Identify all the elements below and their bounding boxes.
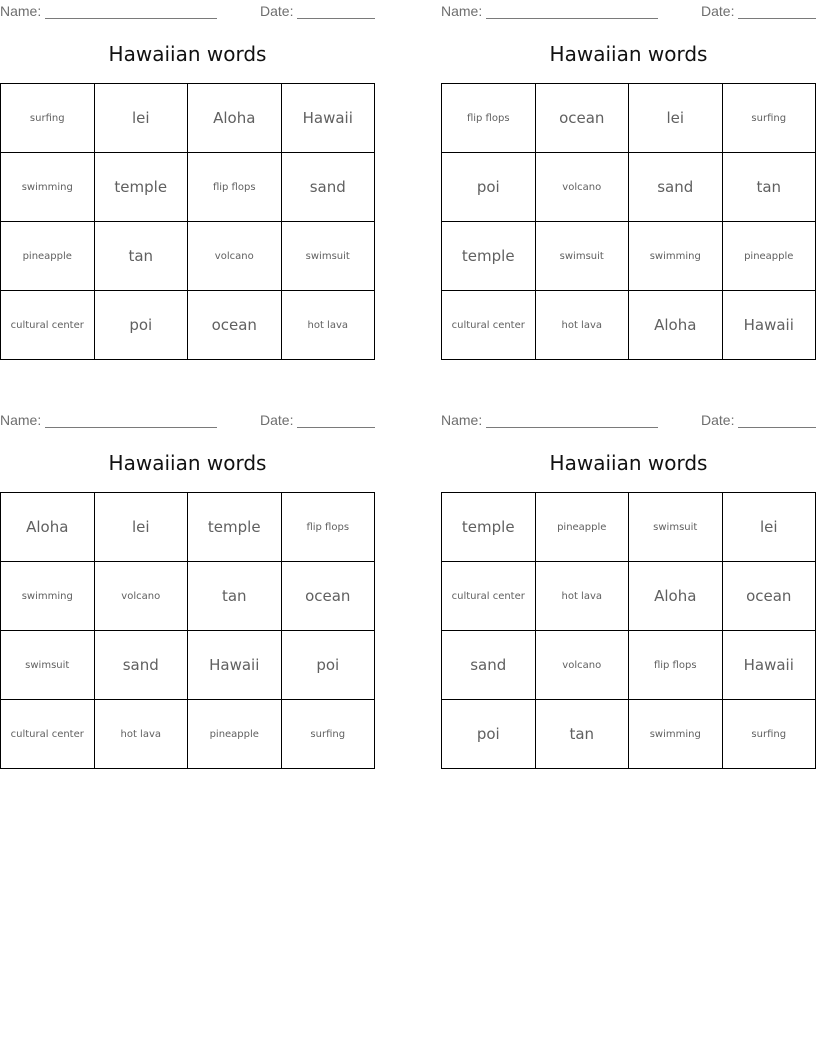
grid-cell: flip flops	[281, 493, 375, 562]
name-date-line	[0, 0, 375, 22]
grid-cell: cultural center	[1, 291, 95, 360]
grid-cell: pineapple	[535, 493, 629, 562]
grid-cell: hot lava	[281, 291, 375, 360]
grid-cell: ocean	[281, 562, 375, 631]
grid-cell: ocean	[188, 291, 282, 360]
grid-row	[1, 153, 375, 222]
date-label: Date:	[701, 3, 735, 19]
grid-cell: lei	[629, 84, 723, 153]
date-label: Date:	[260, 412, 294, 428]
grid-cell: ocean	[535, 84, 629, 153]
card-title: Hawaiian words	[549, 42, 708, 66]
grid-cell: surfing	[722, 700, 816, 769]
grid-cell: swimming	[629, 700, 723, 769]
grid-cell: poi	[94, 291, 188, 360]
grid-row	[442, 222, 816, 291]
grid-cell: pineapple	[1, 222, 95, 291]
grid-row	[1, 84, 375, 153]
date-blank-line	[297, 3, 375, 19]
name-label: Name:	[0, 412, 42, 428]
grid-cell: swimming	[1, 153, 95, 222]
grid-row	[1, 291, 375, 360]
grid-cell: sand	[281, 153, 375, 222]
grid-cell: temple	[442, 222, 536, 291]
grid-cell: hot lava	[94, 700, 188, 769]
grid-cell: poi	[442, 153, 536, 222]
grid-row	[442, 291, 816, 360]
grid-cell: poi	[281, 631, 375, 700]
grid-cell: temple	[442, 493, 536, 562]
bingo-grid	[0, 492, 375, 769]
grid-cell: swimsuit	[281, 222, 375, 291]
grid-cell: swimming	[1, 562, 95, 631]
grid-cell: flip flops	[629, 631, 723, 700]
name-label: Name:	[0, 3, 42, 19]
name-blank-line	[486, 3, 658, 19]
grid-row	[1, 562, 375, 631]
name-date-line	[441, 0, 816, 22]
grid-cell: volcano	[94, 562, 188, 631]
grid-cell: flip flops	[188, 153, 282, 222]
grid-cell: volcano	[535, 153, 629, 222]
grid-cell: tan	[535, 700, 629, 769]
grid-cell: hot lava	[535, 562, 629, 631]
grid-cell: Hawaii	[722, 291, 816, 360]
grid-cell: sand	[442, 631, 536, 700]
grid-row	[442, 631, 816, 700]
bingo-grid	[441, 492, 816, 769]
grid-cell: cultural center	[442, 291, 536, 360]
grid-cell: pineapple	[188, 700, 282, 769]
name-date-line	[0, 409, 375, 431]
date-blank-line	[738, 3, 816, 19]
grid-cell: sand	[629, 153, 723, 222]
name-label: Name:	[441, 3, 483, 19]
grid-cell: volcano	[535, 631, 629, 700]
grid-row	[1, 222, 375, 291]
grid-cell: hot lava	[535, 291, 629, 360]
card-title: Hawaiian words	[108, 42, 267, 66]
grid-row	[1, 493, 375, 562]
grid-row	[442, 700, 816, 769]
grid-cell: cultural center	[442, 562, 536, 631]
grid-cell: swimsuit	[535, 222, 629, 291]
date-blank-line	[297, 412, 375, 428]
grid-row	[442, 562, 816, 631]
grid-cell: temple	[94, 153, 188, 222]
grid-row	[1, 631, 375, 700]
grid-cell: swimming	[629, 222, 723, 291]
grid-row	[1, 700, 375, 769]
grid-cell: Aloha	[1, 493, 95, 562]
grid-cell: swimsuit	[629, 493, 723, 562]
grid-cell: ocean	[722, 562, 816, 631]
grid-cell: surfing	[722, 84, 816, 153]
grid-cell: tan	[722, 153, 816, 222]
grid-row	[442, 84, 816, 153]
grid-row	[442, 153, 816, 222]
grid-cell: Aloha	[629, 562, 723, 631]
grid-cell: surfing	[1, 84, 95, 153]
grid-cell: cultural center	[1, 700, 95, 769]
grid-cell: pineapple	[722, 222, 816, 291]
grid-cell: sand	[94, 631, 188, 700]
bingo-grid	[441, 83, 816, 360]
grid-cell: Aloha	[188, 84, 282, 153]
grid-cell: tan	[94, 222, 188, 291]
grid-cell: temple	[188, 493, 282, 562]
grid-cell: lei	[94, 493, 188, 562]
grid-cell: surfing	[281, 700, 375, 769]
grid-cell: Hawaii	[722, 631, 816, 700]
bingo-grid	[0, 83, 375, 360]
card-title: Hawaiian words	[108, 451, 267, 475]
name-blank-line	[45, 3, 217, 19]
grid-cell: lei	[94, 84, 188, 153]
date-label: Date:	[701, 412, 735, 428]
name-blank-line	[45, 412, 217, 428]
grid-cell: volcano	[188, 222, 282, 291]
grid-cell: poi	[442, 700, 536, 769]
grid-cell: lei	[722, 493, 816, 562]
name-date-line	[441, 409, 816, 431]
grid-row	[442, 493, 816, 562]
date-blank-line	[738, 412, 816, 428]
name-blank-line	[486, 412, 658, 428]
grid-cell: Hawaii	[188, 631, 282, 700]
date-label: Date:	[260, 3, 294, 19]
card-title: Hawaiian words	[549, 451, 708, 475]
grid-cell: swimsuit	[1, 631, 95, 700]
grid-cell: Hawaii	[281, 84, 375, 153]
grid-cell: tan	[188, 562, 282, 631]
name-label: Name:	[441, 412, 483, 428]
grid-cell: Aloha	[629, 291, 723, 360]
grid-cell: flip flops	[442, 84, 536, 153]
